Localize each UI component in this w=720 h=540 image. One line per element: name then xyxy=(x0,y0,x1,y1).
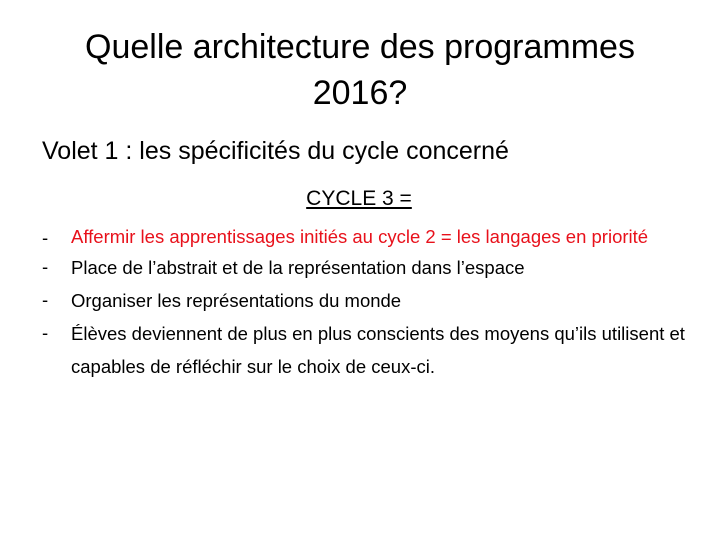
slide-title xyxy=(50,24,670,116)
bullet-marker: - xyxy=(42,256,49,277)
bullet-text: Affermir les apprentissages initiés au cycle 2 = les langages en priorité xyxy=(71,226,649,247)
bullet-item xyxy=(42,284,692,317)
bullet-marker: - xyxy=(42,322,49,343)
bullet-text: Place de l’abstrait et de la représentation dans l’espace xyxy=(71,257,525,278)
slide-title-line-1: Quelle architecture des programmes xyxy=(85,28,635,66)
bullet-list xyxy=(42,222,692,383)
bullet-item xyxy=(42,251,692,284)
bullet-marker: - xyxy=(42,227,49,248)
cycle-heading xyxy=(0,184,720,214)
slide-title-line-2: 2016? xyxy=(312,74,408,112)
cycle-label: CYCLE 3 = xyxy=(306,187,412,210)
bullet-marker: - xyxy=(42,289,49,310)
bullet-item xyxy=(42,222,692,251)
bullet-text: Élèves deviennent de plus en plus conscients des moyens qu’ils utilisent et capables de réfléchir sur le choix de ceux-ci. xyxy=(71,323,685,377)
slide-subtitle: Volet 1 : les spécificités du cycle concerné xyxy=(42,137,509,165)
bullet-item xyxy=(42,317,692,383)
bullet-text: Organiser les représentations du monde xyxy=(71,290,402,311)
